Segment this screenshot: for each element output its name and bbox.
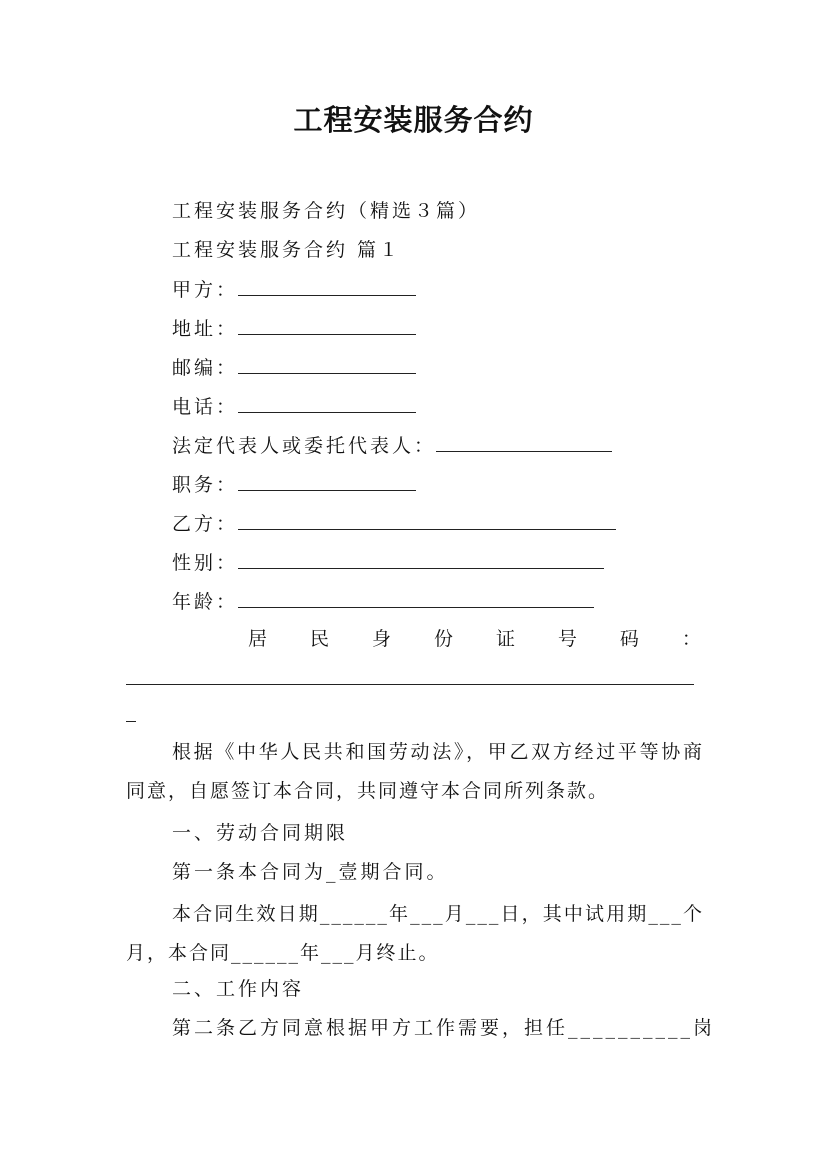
- party-b-field: [172, 509, 616, 537]
- age-blank: [238, 587, 594, 608]
- legal-rep-field: [172, 431, 612, 459]
- position-field: [172, 470, 416, 498]
- id-number-blank: [126, 684, 694, 685]
- age-label: 年龄：: [172, 591, 239, 613]
- id-label-char: 份: [433, 628, 453, 650]
- phone-label: 电话：: [172, 396, 239, 418]
- effective-date-paragraph: 本合同生效日期______年___月___日，其中试用期___个月，本合同______年___月终止。: [126, 903, 704, 964]
- article-2: 第二条乙方同意根据甲方工作需要，担任__________岗: [172, 1017, 716, 1039]
- section-1-heading: 一、劳动合同期限: [172, 822, 349, 844]
- party-a-label: 甲方：: [172, 279, 239, 301]
- id-label-char: 居: [248, 628, 268, 650]
- postcode-blank: [238, 353, 416, 374]
- party-a-blank: [238, 275, 416, 296]
- id-label-char: 身: [371, 628, 391, 650]
- position-label: 职务：: [172, 474, 239, 496]
- age-field: [172, 587, 594, 615]
- id-number-blank-end: [126, 721, 136, 722]
- intro-paragraph: 根据《中华人民共和国劳动法》，甲乙双方经过平等协商同意，自愿签订本合同，共同遵守本合同所列条款。: [126, 741, 704, 802]
- article-1: 第一条本合同为_壹期合同。: [172, 861, 449, 883]
- subtitle: 工程安装服务合约（精选３篇）: [172, 200, 481, 222]
- phone-field: [172, 392, 416, 420]
- party-a-field: [172, 275, 416, 303]
- address-label: 地址：: [172, 318, 239, 340]
- address-field: [172, 314, 416, 342]
- phone-blank: [238, 392, 416, 413]
- address-blank: [238, 314, 416, 335]
- legal-rep-blank: [436, 431, 612, 452]
- part-heading: 工程安装服务合约 篇１: [172, 239, 402, 261]
- document-title: 工程安装服务合约: [293, 103, 534, 137]
- id-label-char: 证: [495, 628, 515, 650]
- id-label-char: 号: [557, 628, 577, 650]
- postcode-field: [172, 353, 416, 381]
- position-blank: [238, 470, 416, 491]
- id-label-char: 码: [619, 628, 639, 650]
- section-2-heading: 二、工作内容: [172, 978, 305, 1000]
- gender-field: [172, 548, 604, 576]
- id-label-char: ：: [681, 628, 701, 650]
- party-b-label: 乙方：: [172, 513, 239, 535]
- gender-blank: [238, 548, 604, 569]
- party-b-blank: [238, 509, 616, 530]
- id-label-char: 民: [309, 628, 329, 650]
- legal-rep-label: 法定代表人或委托代表人：: [172, 435, 437, 457]
- id-number-label: [172, 625, 701, 653]
- postcode-label: 邮编：: [172, 357, 239, 379]
- gender-label: 性别：: [172, 552, 239, 574]
